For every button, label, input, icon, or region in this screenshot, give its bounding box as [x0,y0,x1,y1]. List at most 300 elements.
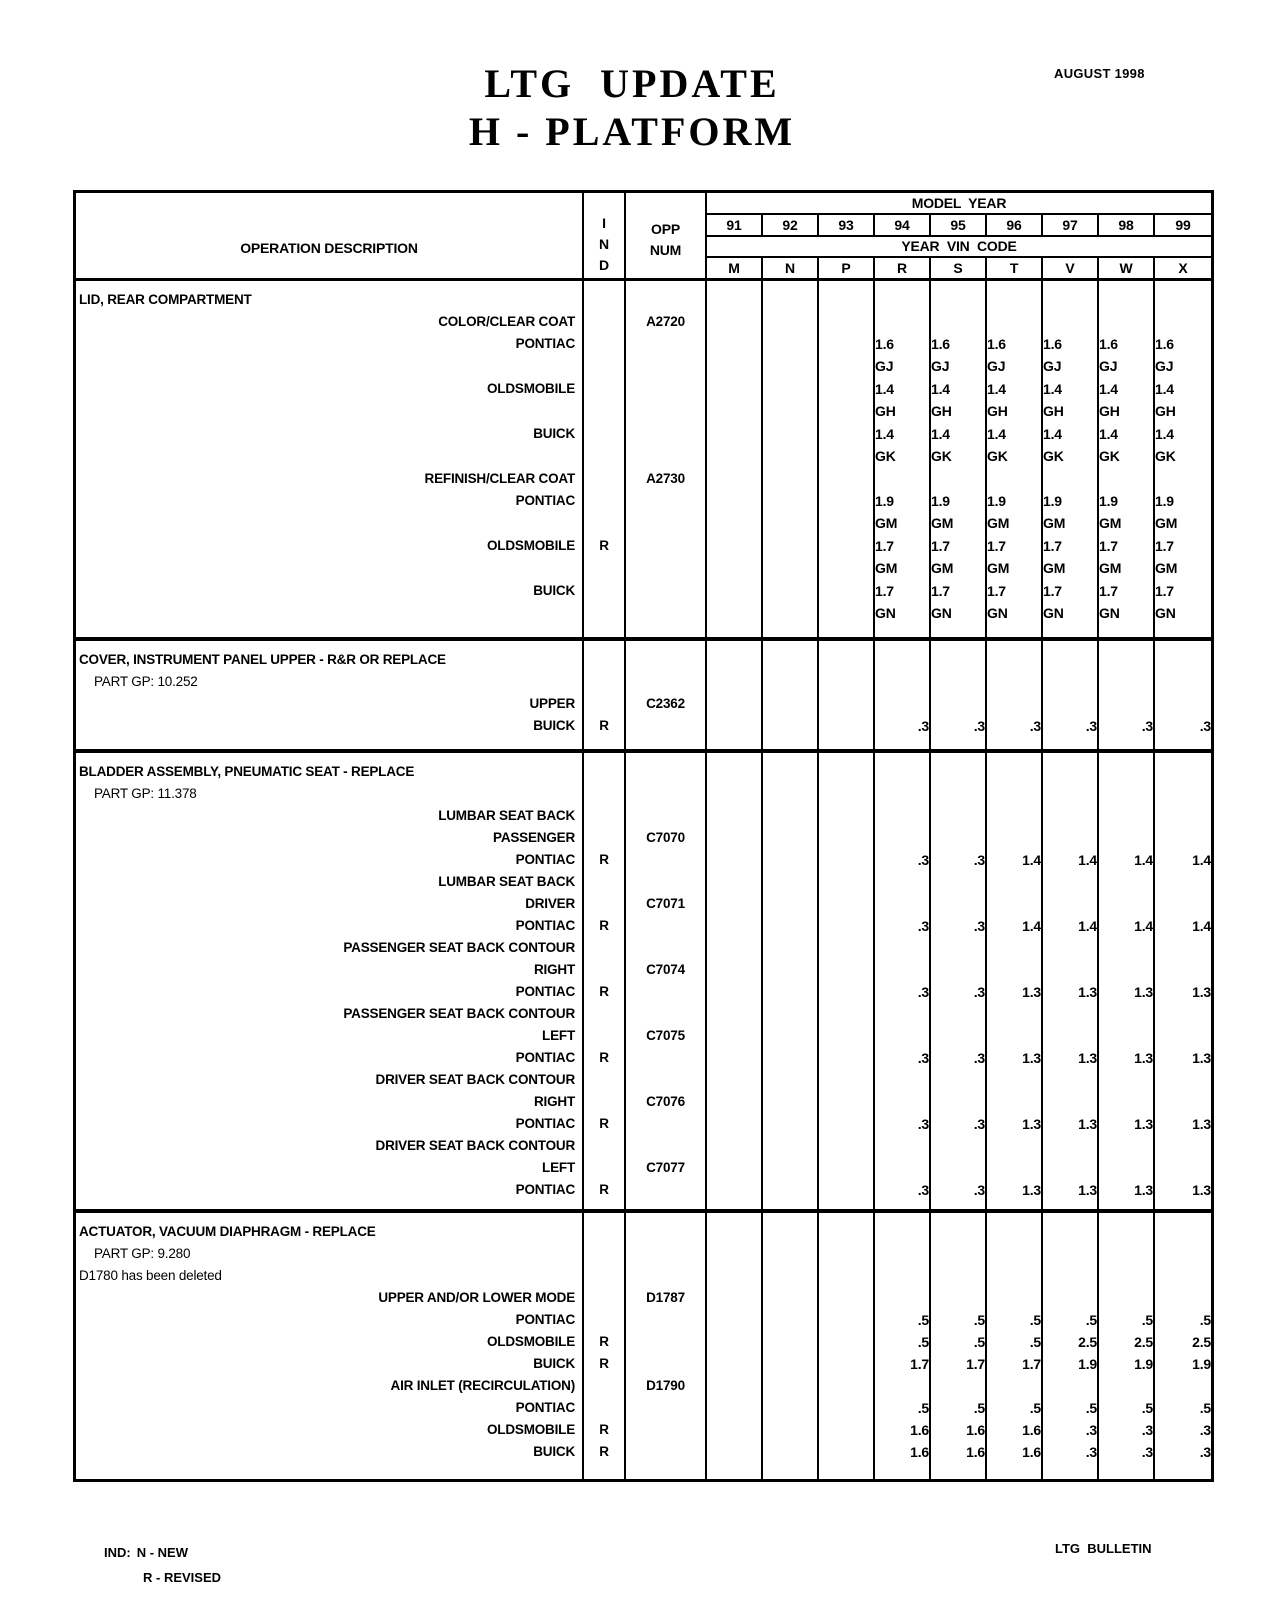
ind-flag [584,671,626,693]
hours-cell [1155,827,1211,849]
hours-cell [707,1047,763,1069]
hours-cell [875,753,931,783]
operation-cell [76,311,584,333]
hours-cell [987,1353,1043,1375]
hours-value: .3 [917,1116,929,1132]
hours-cell [1043,490,1099,535]
vin-code-value: GH [1155,403,1176,419]
hours-cell [1155,1331,1211,1353]
hours-cell [707,1179,763,1201]
hours-value: .3 [1085,718,1097,734]
table-row [76,311,1211,333]
year-label: 93 [819,215,875,235]
operation-label: DRIVER [525,896,575,911]
hours-cell [819,490,875,535]
hours-cell [819,915,875,937]
opp-num [626,1201,707,1209]
hours-cell [819,981,875,1003]
table-section [76,753,1211,1213]
hours-cell [763,959,819,981]
hours-cell [1099,915,1155,937]
operation-label: RIGHT [534,1094,575,1109]
hours-cell [875,1113,931,1135]
hours-value: 1.6 [931,336,950,352]
vin-code-value: GK [1043,448,1064,464]
vin-code-value: GN [931,605,952,621]
hours-cell [763,1243,819,1265]
hours-cell [763,625,819,637]
ind-flag [584,1287,626,1309]
hours-cell [1155,783,1211,805]
hours-cell [707,1003,763,1025]
hours-cell [763,871,819,893]
hours-value: 2.5 [1134,1334,1153,1350]
operation-cell [76,1091,584,1113]
opp-num: C2362 [626,693,707,715]
hours-cell [1043,671,1099,693]
hours-cell [987,281,1043,311]
hours-cell [987,423,1043,468]
opp-num: A2720 [626,311,707,333]
vin-code-value: GM [875,560,898,576]
ind-flag [584,378,626,423]
ind-flag: R [584,535,626,580]
hours-cell [707,1213,763,1243]
hours-cell [1043,753,1099,783]
table-row [76,1025,1211,1047]
opp-num [626,1069,707,1091]
operation-label: PONTIAC [515,1050,575,1065]
hours-value: .3 [1141,1444,1153,1460]
hours-cell [987,959,1043,981]
hours-cell [987,1265,1043,1287]
opp-num [626,671,707,693]
table-row [76,805,1211,827]
hours-cell [763,1047,819,1069]
hours-cell [707,625,763,637]
operation-label: PASSENGER [493,830,575,845]
hours-cell [819,1441,875,1463]
hours-cell [707,1397,763,1419]
hours-cell [931,915,987,937]
hours-cell [987,625,1043,637]
opp-num: C7070 [626,827,707,849]
table-row [76,959,1211,981]
hours-cell [875,1047,931,1069]
hours-cell [763,311,819,333]
hours-value: 1.4 [1155,381,1174,397]
hours-cell [819,937,875,959]
operation-label: UPPER AND/OR LOWER MODE [378,1290,575,1305]
opp-num [626,753,707,783]
hours-cell [987,1179,1043,1201]
hours-cell [1043,1309,1099,1331]
table-header [76,193,1211,281]
hours-cell [707,311,763,333]
hours-cell [875,1331,931,1353]
hours-value: 1.9 [1192,1356,1211,1372]
model-year-label: MODEL YEAR [707,193,1211,215]
hours-cell [1099,1113,1155,1135]
hours-cell [1043,1179,1099,1201]
hours-cell [763,535,819,580]
hours-cell [819,1213,875,1243]
opp-num: C7077 [626,1157,707,1179]
hours-cell [1155,1441,1211,1463]
opp-header-line: NUM [649,241,682,258]
hours-cell [987,468,1043,490]
hours-cell [875,1201,931,1209]
operation-cell [76,1265,584,1287]
ind-flag [584,1243,626,1265]
table-row [76,915,1211,937]
hours-cell [875,1025,931,1047]
hours-cell [931,1113,987,1135]
table-row [76,378,1211,423]
hours-cell [819,625,875,637]
hours-value: .3 [1085,1444,1097,1460]
table-row [76,1287,1211,1309]
operation-label: UPPER [529,696,575,711]
table-row [76,281,1211,311]
hours-cell [763,1419,819,1441]
ind-letter: N [599,236,609,252]
opp-num [626,1353,707,1375]
operation-label: PONTIAC [515,852,575,867]
hours-cell [1155,1213,1211,1243]
hours-cell [819,1113,875,1135]
hours-cell [875,827,931,849]
table-row [76,1419,1211,1441]
hours-value: 1.6 [1155,336,1174,352]
vin-code-value: GJ [1043,358,1062,374]
hours-cell [819,1309,875,1331]
hours-value: 1.3 [1134,984,1153,1000]
hours-cell [819,423,875,468]
ind-flag [584,937,626,959]
vin-code-value: GK [1155,448,1176,464]
table-row [76,693,1211,715]
table-row [76,490,1211,535]
year-label: 95 [931,215,987,235]
hours-cell [987,1025,1043,1047]
hours-value: 1.7 [966,1356,985,1372]
operation-label: PONTIAC [515,336,575,351]
ind-flag [584,1025,626,1047]
ind-flag: R [584,1331,626,1353]
hours-value: .5 [973,1312,985,1328]
operation-label: LID, REAR COMPARTMENT [79,292,252,307]
hours-cell [1155,333,1211,378]
hours-value: 1.9 [1078,1356,1097,1372]
hours-cell [987,1213,1043,1243]
bulletin-label: LTG BULLETIN [1055,1541,1152,1556]
hours-value: 1.4 [987,381,1006,397]
hours-value: .5 [1141,1400,1153,1416]
hours-value: 1.7 [931,583,950,599]
operation-cell [76,1113,584,1135]
hours-cell [987,937,1043,959]
hours-cell [1155,490,1211,535]
hours-cell [819,1047,875,1069]
operation-cell [76,1287,584,1309]
hours-cell [1043,535,1099,580]
year-labels-row [707,215,1211,237]
operation-label: COLOR/CLEAR COAT [438,314,575,329]
hours-value: .5 [1199,1312,1211,1328]
hours-cell [1155,1069,1211,1091]
table-row [76,1003,1211,1025]
hours-cell [931,1047,987,1069]
year-label: 96 [987,215,1043,235]
hours-cell [931,423,987,468]
vin-code-value: GJ [1155,358,1174,374]
opp-num [626,1047,707,1069]
hours-cell [707,1025,763,1047]
hours-cell [819,311,875,333]
table-row [76,1397,1211,1419]
table-body [76,281,1211,1479]
hours-value: 1.3 [1022,1182,1041,1198]
hours-cell [875,893,931,915]
hours-cell [707,1113,763,1135]
hours-cell [1155,1135,1211,1157]
hours-cell [1099,641,1155,671]
hours-cell [875,715,931,737]
model-year-header-block [707,193,1211,278]
operation-cell [76,1397,584,1419]
hours-value: 1.9 [1099,493,1118,509]
operation-cell [76,981,584,1003]
opp-num [626,981,707,1003]
hours-cell [987,753,1043,783]
vin-code-value: GJ [875,358,894,374]
operation-label: LUMBAR SEAT BACK [438,874,575,889]
hours-cell [931,1069,987,1091]
operation-label: BUICK [533,1444,575,1459]
hours-cell [763,378,819,423]
hours-value: 1.3 [1078,984,1097,1000]
hours-cell [707,915,763,937]
hours-value: 1.4 [1022,918,1041,934]
hours-cell [1099,580,1155,625]
hours-value: 1.4 [1134,918,1153,934]
hours-cell [1099,1265,1155,1287]
hours-cell [1099,1397,1155,1419]
opp-num [626,871,707,893]
hours-value: 1.7 [1155,583,1174,599]
ind-flag [584,871,626,893]
hours-value: .3 [917,1182,929,1198]
new-legend: N - NEW [136,1545,188,1560]
operation-label: BUICK [533,718,575,733]
hours-cell [819,1287,875,1309]
hours-cell [987,1397,1043,1419]
hours-cell [763,1113,819,1135]
hours-cell [931,378,987,423]
hours-cell [763,1375,819,1397]
table-row [76,1331,1211,1353]
hours-cell [987,1135,1043,1157]
hours-cell [987,1463,1043,1479]
ind-flag: R [584,915,626,937]
hours-cell [1099,753,1155,783]
hours-cell [987,1003,1043,1025]
opp-num: C7075 [626,1025,707,1047]
opp-num [626,715,707,737]
hours-cell [819,1397,875,1419]
hours-cell [1043,1069,1099,1091]
ind-flag [584,1069,626,1091]
operation-cell [76,1047,584,1069]
hours-cell [1155,468,1211,490]
hours-cell [931,1135,987,1157]
hours-cell [1043,580,1099,625]
hours-value: 1.3 [1134,1116,1153,1132]
ind-flag: R [584,849,626,871]
operation-cell [76,753,584,783]
vin-code-value: GM [1043,515,1066,531]
table-row [76,468,1211,490]
hours-value: 1.4 [1043,381,1062,397]
hours-value: 1.6 [1022,1444,1041,1460]
ind-flag [584,959,626,981]
opp-num [626,849,707,871]
hours-value: .3 [1199,1444,1211,1460]
opp-num: D1790 [626,1375,707,1397]
hours-cell [987,849,1043,871]
opp-num [626,641,707,671]
hours-value: .5 [917,1334,929,1350]
hours-cell [1155,715,1211,737]
hours-value: 1.3 [1022,1050,1041,1066]
hours-cell [987,1157,1043,1179]
opp-num [626,333,707,378]
opp-num: C7076 [626,1091,707,1113]
hours-cell [931,1091,987,1113]
hours-cell [987,805,1043,827]
hours-cell [707,805,763,827]
ind-letter: I [602,215,606,231]
hours-cell [875,1441,931,1463]
hours-cell [875,423,931,468]
hours-value: .5 [1029,1334,1041,1350]
hours-cell [763,827,819,849]
ind-flag: R [584,1179,626,1201]
hours-cell [987,1047,1043,1069]
hours-cell [931,1213,987,1243]
hours-cell [763,805,819,827]
hours-cell [763,490,819,535]
operation-cell [76,805,584,827]
hours-cell [819,849,875,871]
hours-cell [763,737,819,749]
hours-cell [1099,281,1155,311]
hours-cell [1043,311,1099,333]
hours-cell [1043,1135,1099,1157]
vin-code-value: GN [1099,605,1120,621]
hours-cell [1099,468,1155,490]
hours-cell [1099,737,1155,749]
opp-num [626,1331,707,1353]
ind-flag [584,1201,626,1209]
hours-cell [707,423,763,468]
opp-num [626,1113,707,1135]
hours-cell [1155,1003,1211,1025]
revised-legend: R - REVISED [143,1570,222,1585]
table-row [76,1441,1211,1463]
hours-cell [1043,1463,1099,1479]
operation-cell [76,1157,584,1179]
ind-flag: R [584,1441,626,1463]
operation-cell [76,693,584,715]
hours-cell [1099,1091,1155,1113]
opp-num [626,281,707,311]
vin-code-value: GJ [931,358,950,374]
year-label: 91 [707,215,763,235]
hours-cell [1155,1025,1211,1047]
hours-value: .3 [917,852,929,868]
hours-cell [819,1201,875,1209]
hours-cell [819,693,875,715]
hours-cell [987,333,1043,378]
hours-value: 1.4 [1134,852,1153,868]
hours-cell [1099,893,1155,915]
hours-cell [1043,1047,1099,1069]
hours-value: .3 [1199,718,1211,734]
hours-cell [1043,783,1099,805]
hours-cell [707,580,763,625]
hours-cell [1155,893,1211,915]
hours-cell [1043,1157,1099,1179]
hours-value: 1.3 [1078,1050,1097,1066]
hours-cell [1043,1025,1099,1047]
table-row [76,1309,1211,1331]
hours-value: .3 [917,1050,929,1066]
ind-flag [584,1309,626,1331]
table-row [76,893,1211,915]
opp-num [626,1265,707,1287]
hours-value: 1.9 [1155,493,1174,509]
operation-cell [76,1419,584,1441]
hours-cell [1155,937,1211,959]
operation-cell [76,737,584,749]
vin-letter: M [707,258,763,278]
hours-cell [875,535,931,580]
hours-cell [875,1419,931,1441]
hours-cell [707,490,763,535]
ind-flag [584,423,626,468]
hours-cell [1043,1287,1099,1309]
hours-cell [763,1331,819,1353]
operation-cell [76,625,584,637]
hours-value: .5 [1029,1400,1041,1416]
hours-cell [763,1287,819,1309]
hours-cell [1043,1441,1099,1463]
hours-cell [931,333,987,378]
hours-cell [987,981,1043,1003]
hours-cell [987,1331,1043,1353]
table-row [76,1135,1211,1157]
hours-cell [875,871,931,893]
hours-cell [1043,641,1099,671]
hours-cell [1155,1375,1211,1397]
table-row [76,1375,1211,1397]
hours-cell [987,1441,1043,1463]
opp-num [626,1179,707,1201]
hours-cell [875,1157,931,1179]
hours-value: .5 [917,1312,929,1328]
